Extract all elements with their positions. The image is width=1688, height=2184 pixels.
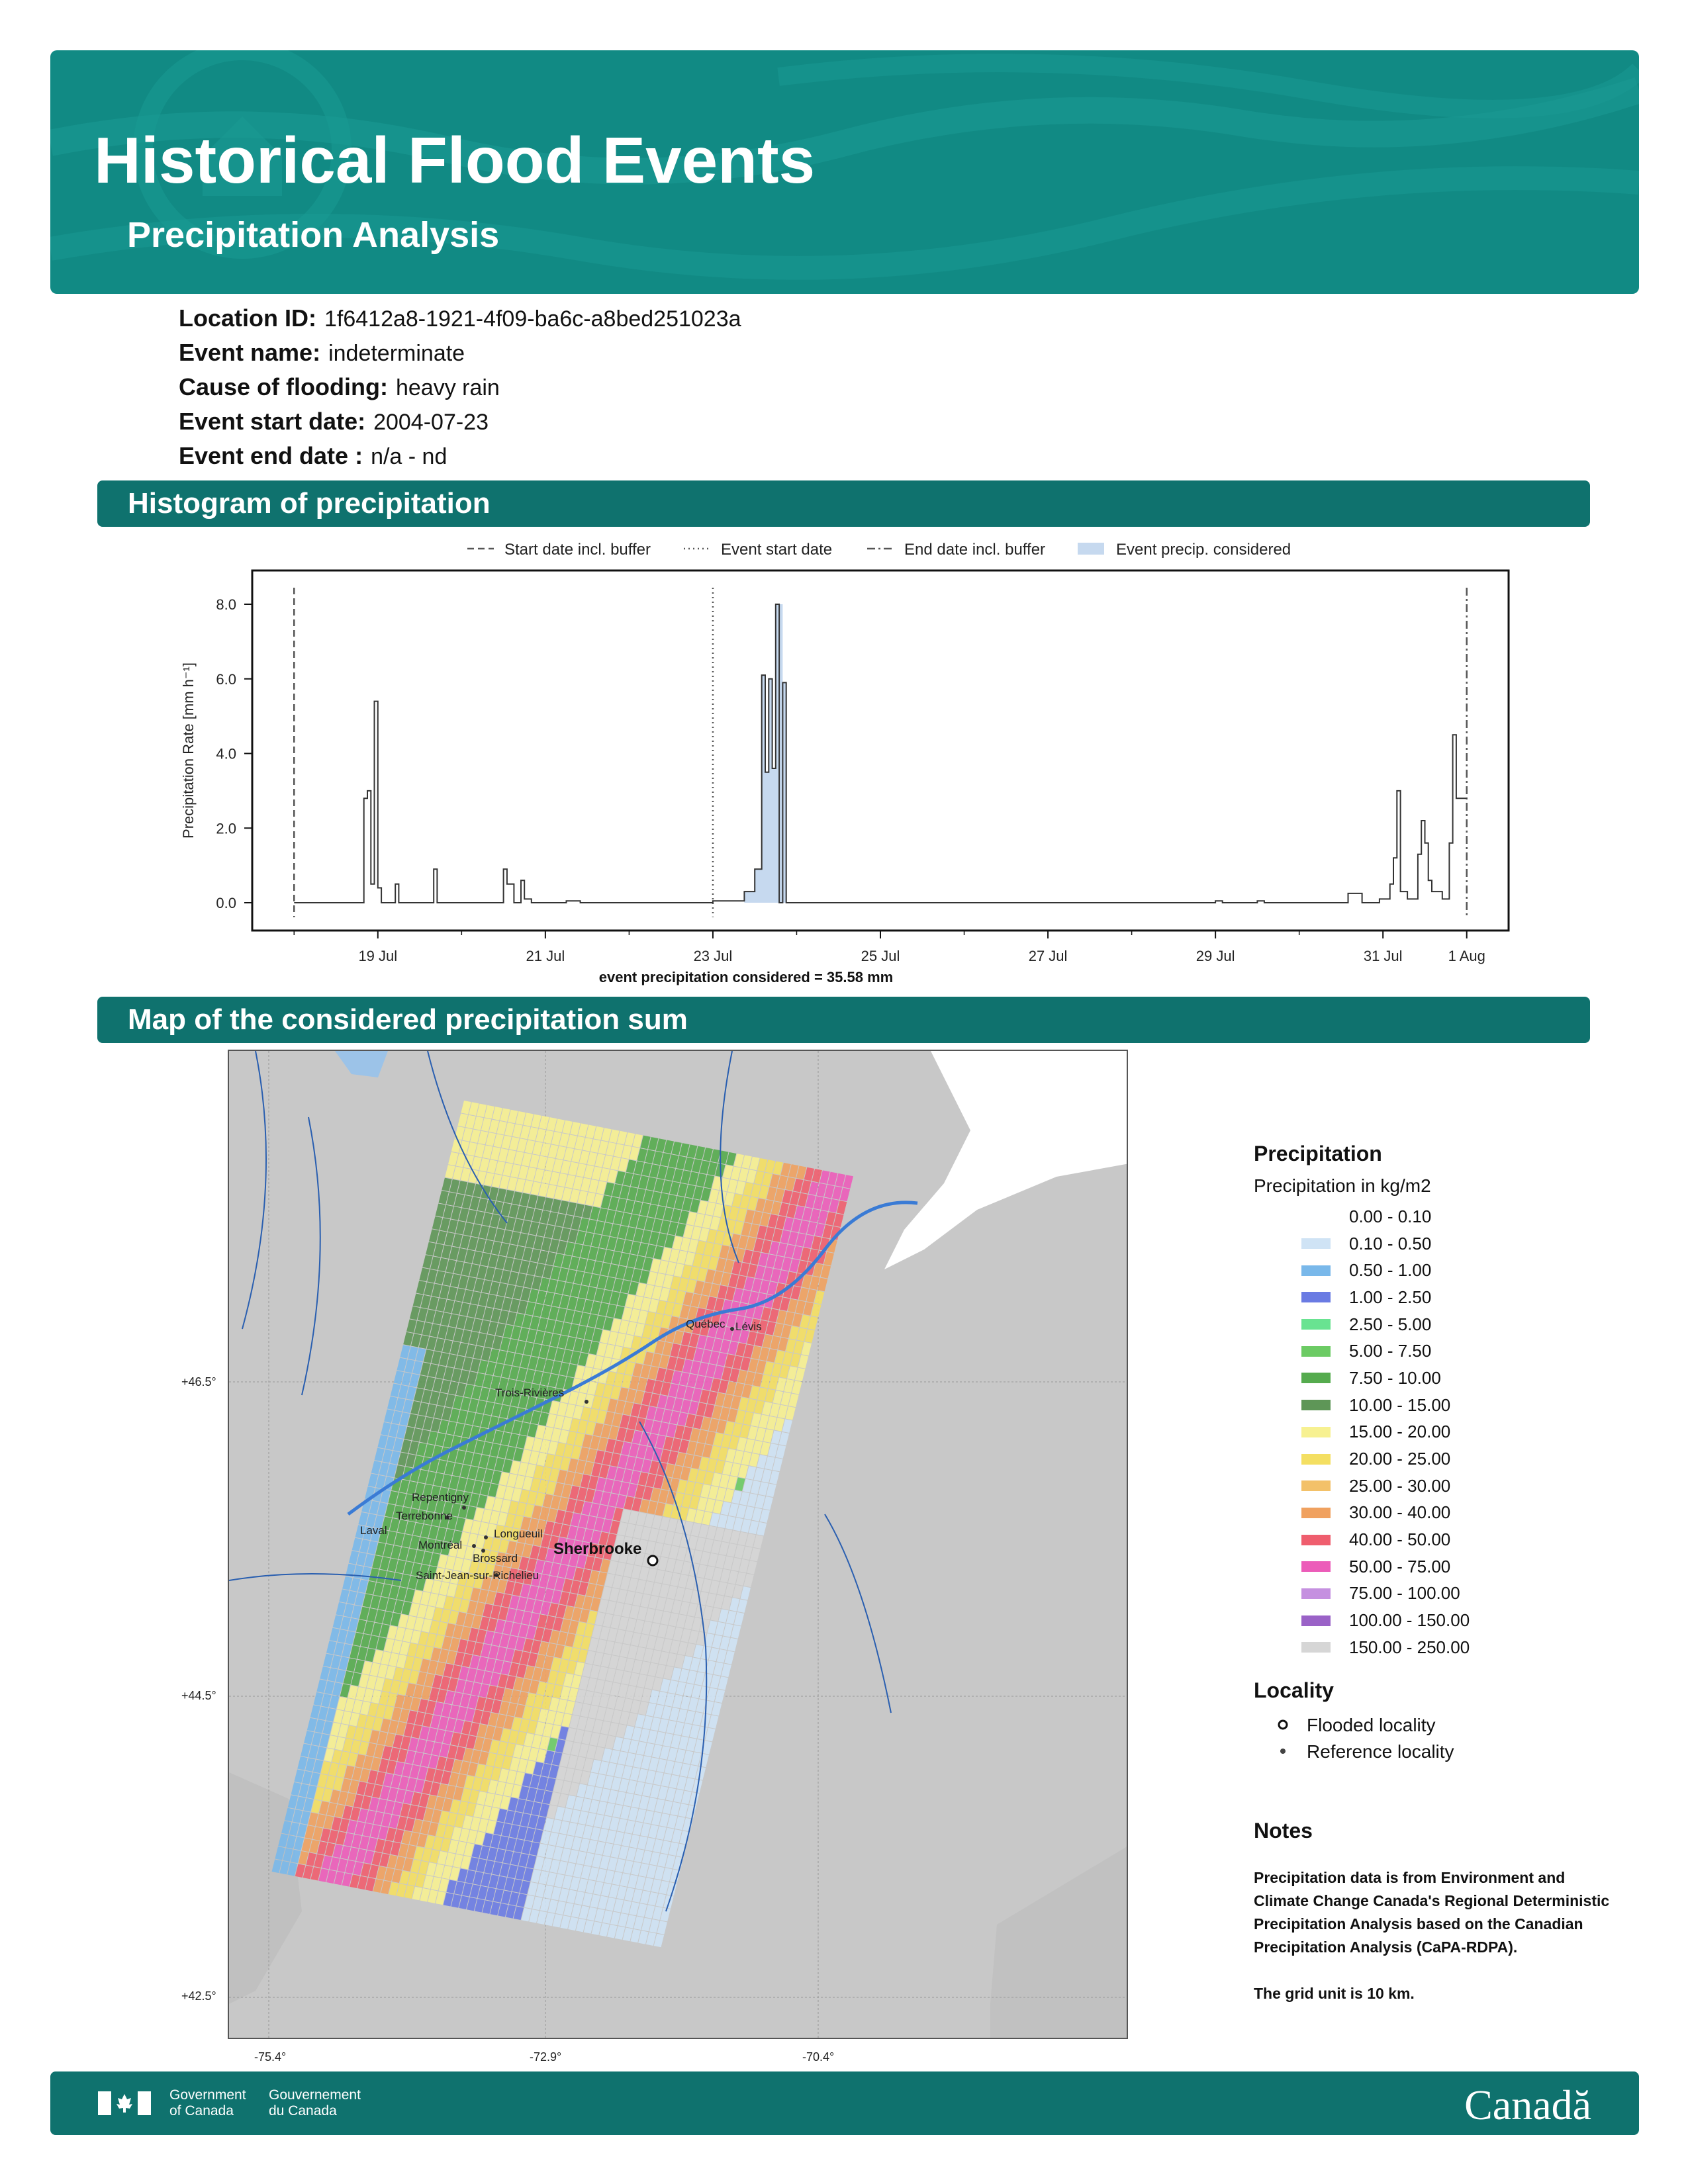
reference-label: Trois-Rivières: [495, 1387, 565, 1399]
legend-reference-label: Reference locality: [1307, 1741, 1454, 1762]
legend-swatch: [1301, 1346, 1331, 1357]
y-tick-label: 6.0: [216, 670, 236, 688]
canada-wordmark: Canadă: [1464, 2081, 1591, 2128]
legend-swatch: [1301, 1642, 1331, 1653]
st-lawrence-estuary: [884, 1051, 1128, 1269]
notes-text-2: The grid unit is 10 km.: [1254, 1985, 1415, 2002]
info-value: 1f6412a8-1921-4f09-ba6c-a8bed251023a: [324, 306, 741, 332]
gov-fr: [269, 2087, 361, 2119]
flooded-marker-icon: [1259, 1715, 1307, 1736]
legend-swatch: [1301, 1535, 1331, 1545]
legend-class-label: 7.50 - 10.00: [1349, 1367, 1441, 1388]
y-axis-label: Precipitation Rate [mm h⁻¹]: [180, 662, 197, 839]
notes-text-1: Precipitation data is from Environment and Climate Change Canada's Regional Deterministic Precipitation Analysis based on the Canadian Precipitation Analysis (CaPA-RDPA).: [1254, 1869, 1610, 1956]
reference-label: Lévis: [735, 1320, 762, 1333]
legend-precip-title: Precipitation: [1254, 1142, 1382, 1165]
legend-swatch: [1301, 1508, 1331, 1518]
info-label: Cause of flooding:: [179, 373, 388, 400]
map-legend: [1254, 1142, 1624, 1765]
reference-label: Longueuil: [494, 1527, 543, 1540]
section-map: Map of the considered precipitation sum: [97, 997, 1590, 1043]
legend-class-label: 40.00 - 50.00: [1349, 1529, 1451, 1550]
y-tick-label: 2.0: [216, 820, 236, 837]
legend-class-label: 1.00 - 2.50: [1349, 1287, 1432, 1307]
x-tick-label: 23 Jul: [693, 948, 733, 964]
legend-class-label: 0.10 - 0.50: [1349, 1233, 1432, 1253]
y-tick-label: 4.0: [216, 745, 236, 762]
legend-class-label: 75.00 - 100.00: [1349, 1583, 1460, 1604]
legend-class-row: [1254, 1500, 1624, 1527]
legend-swatch: [1301, 1427, 1331, 1437]
coast-shading: [990, 1845, 1128, 2039]
legend-start-buffer-label: Start date incl. buffer: [504, 541, 651, 559]
legend-class-label: 5.00 - 7.50: [1349, 1341, 1432, 1361]
legend-swatch: [1301, 1615, 1331, 1626]
x-tick-label: 27 Jul: [1028, 948, 1068, 964]
legend-class-row: [1254, 1607, 1624, 1634]
legend-class-label: 30.00 - 40.00: [1349, 1502, 1451, 1523]
legend-class-label: 2.50 - 5.00: [1349, 1314, 1432, 1334]
legend-swatch: [1301, 1238, 1331, 1249]
legend-event-precip-label: Event precip. considered: [1116, 541, 1291, 559]
x-tick-label: 19 Jul: [358, 948, 398, 964]
legend-event-precip-swatch: [1078, 543, 1104, 555]
y-tick-label: 0.0: [216, 895, 236, 911]
legend-swatch: [1301, 1454, 1331, 1465]
x-tick-label: 25 Jul: [861, 948, 900, 964]
gov-fr-line2: du Canada: [269, 2103, 337, 2118]
legend-reference: [1254, 1739, 1624, 1765]
reference-label: Terrebonne: [396, 1510, 453, 1522]
legend-class-row: [1254, 1284, 1624, 1311]
x-tick-label: 21 Jul: [526, 948, 565, 964]
reference-label: Brossard: [473, 1552, 518, 1565]
flooded-locality-marker: [648, 1556, 657, 1565]
reference-marker-icon: [1259, 1741, 1307, 1762]
page-title: Historical Flood Events: [94, 124, 816, 197]
precip-series-line: [294, 604, 1466, 903]
footer: [50, 2071, 1639, 2135]
chart-legend: [467, 541, 1291, 559]
legend-class-row: [1254, 1257, 1624, 1284]
lake-shape: [335, 1051, 388, 1077]
legend-swatch: [1301, 1561, 1331, 1572]
legend-swatch: [1301, 1480, 1331, 1491]
info-label: Event start date:: [179, 408, 366, 435]
legend-class-row: [1254, 1311, 1624, 1338]
lat-label: +42.5°: [181, 1989, 216, 2003]
legend-swatch: [1301, 1373, 1331, 1383]
legend-swatch: [1301, 1292, 1331, 1302]
x-tick-label: 1 Aug: [1448, 948, 1485, 964]
map-canvas: [229, 1051, 1128, 2039]
reference-marker: [585, 1400, 588, 1404]
gov-en-line1: Government: [169, 2087, 246, 2103]
info-value: indeterminate: [328, 341, 465, 366]
notes-title: Notes: [1254, 1819, 1313, 1843]
info-value: heavy rain: [395, 375, 500, 400]
info-value: n/a - nd: [371, 444, 447, 469]
legend-swatch: [1301, 1319, 1331, 1330]
precipitation-histogram: [0, 0, 1688, 993]
legend-class-row: [1254, 1203, 1624, 1230]
info-label: Event end date :: [179, 442, 363, 469]
lon-label: -70.4°: [802, 2050, 835, 2064]
reference-label: Laval: [360, 1524, 387, 1537]
gov-en-line2: of Canada: [169, 2103, 234, 2118]
legend-class-label: 50.00 - 75.00: [1349, 1556, 1451, 1576]
legend-swatch: [1301, 1400, 1331, 1410]
legend-class-row: [1254, 1473, 1624, 1500]
y-axis: [216, 596, 252, 911]
legend-class-row: [1254, 1392, 1624, 1419]
plot-frame: [252, 570, 1509, 931]
legend-precip-subtitle: Precipitation in kg/m2: [1254, 1175, 1431, 1196]
reference-marker: [730, 1327, 734, 1331]
reference-label: Montréal: [418, 1539, 463, 1551]
x-tick-label: 31 Jul: [1363, 948, 1403, 964]
legend-locality-title: Locality: [1254, 1678, 1334, 1702]
x-tick-label: 29 Jul: [1196, 948, 1235, 964]
reference-label: Repentigny: [412, 1491, 469, 1504]
gov-fr-line1: Gouvernement: [269, 2087, 361, 2103]
canada-flag-icon: [98, 2091, 151, 2115]
reference-label: Saint-Jean-sur-Richelieu: [416, 1569, 539, 1582]
legend-swatch: [1301, 1265, 1331, 1276]
legend-class-row: [1254, 1526, 1624, 1553]
lon-label: -72.9°: [530, 2050, 562, 2064]
legend-event-start-label: Event start date: [721, 541, 833, 559]
lon-label: -75.4°: [254, 2050, 287, 2064]
legend-class-label: 100.00 - 150.00: [1349, 1610, 1470, 1631]
info-label: Event name:: [179, 339, 321, 366]
legend-class-label: 25.00 - 30.00: [1349, 1475, 1451, 1496]
legend-swatch: [1301, 1588, 1331, 1599]
flooded-locality-label: Sherbrooke: [553, 1540, 642, 1558]
legend-flooded: [1254, 1712, 1624, 1739]
reference-marker: [462, 1506, 466, 1510]
legend-class-row: [1254, 1419, 1624, 1446]
legend-end-buffer-label: End date incl. buffer: [904, 541, 1046, 559]
y-tick-label: 8.0: [216, 596, 236, 613]
legend-class-label: 0.50 - 1.00: [1349, 1260, 1432, 1281]
legend-class-label: 20.00 - 25.00: [1349, 1449, 1451, 1469]
legend-class-label: 10.00 - 15.00: [1349, 1394, 1451, 1415]
precipitation-map: [228, 1050, 1128, 2039]
notes-body: [1254, 1866, 1611, 2005]
reference-label: Québec: [686, 1318, 726, 1330]
legend-class-row: [1254, 1580, 1624, 1608]
lat-label: +46.5°: [181, 1375, 216, 1388]
legend-class-label: 150.00 - 250.00: [1349, 1637, 1470, 1657]
legend-class-label: 15.00 - 20.00: [1349, 1422, 1451, 1442]
x-axis: [294, 931, 1485, 964]
gov-en: [169, 2087, 246, 2119]
legend-class-row: [1254, 1230, 1624, 1257]
legend-class-row: [1254, 1365, 1624, 1392]
page-subtitle: Precipitation Analysis: [127, 215, 500, 255]
legend-flooded-label: Flooded locality: [1307, 1714, 1436, 1735]
reference-marker: [472, 1544, 476, 1548]
precip-grid-cells: [272, 1101, 853, 1947]
reference-marker: [484, 1535, 488, 1539]
legend-classes: [1254, 1203, 1624, 1661]
info-value: 2004-07-23: [373, 410, 489, 435]
info-label: Location ID:: [179, 304, 316, 332]
legend-class-row: [1254, 1338, 1624, 1365]
legend-class-row: [1254, 1445, 1624, 1473]
legend-class-row: [1254, 1634, 1624, 1661]
section-histogram: Histogram of precipitation: [97, 480, 1590, 527]
legend-class-label: 0.00 - 0.10: [1349, 1206, 1432, 1226]
legend-swatch: [1301, 1211, 1331, 1222]
legend-class-row: [1254, 1553, 1624, 1580]
lat-label: +44.5°: [181, 1689, 216, 1702]
event-precip-annotation: event precipitation considered = 35.58 mm: [598, 969, 894, 985]
